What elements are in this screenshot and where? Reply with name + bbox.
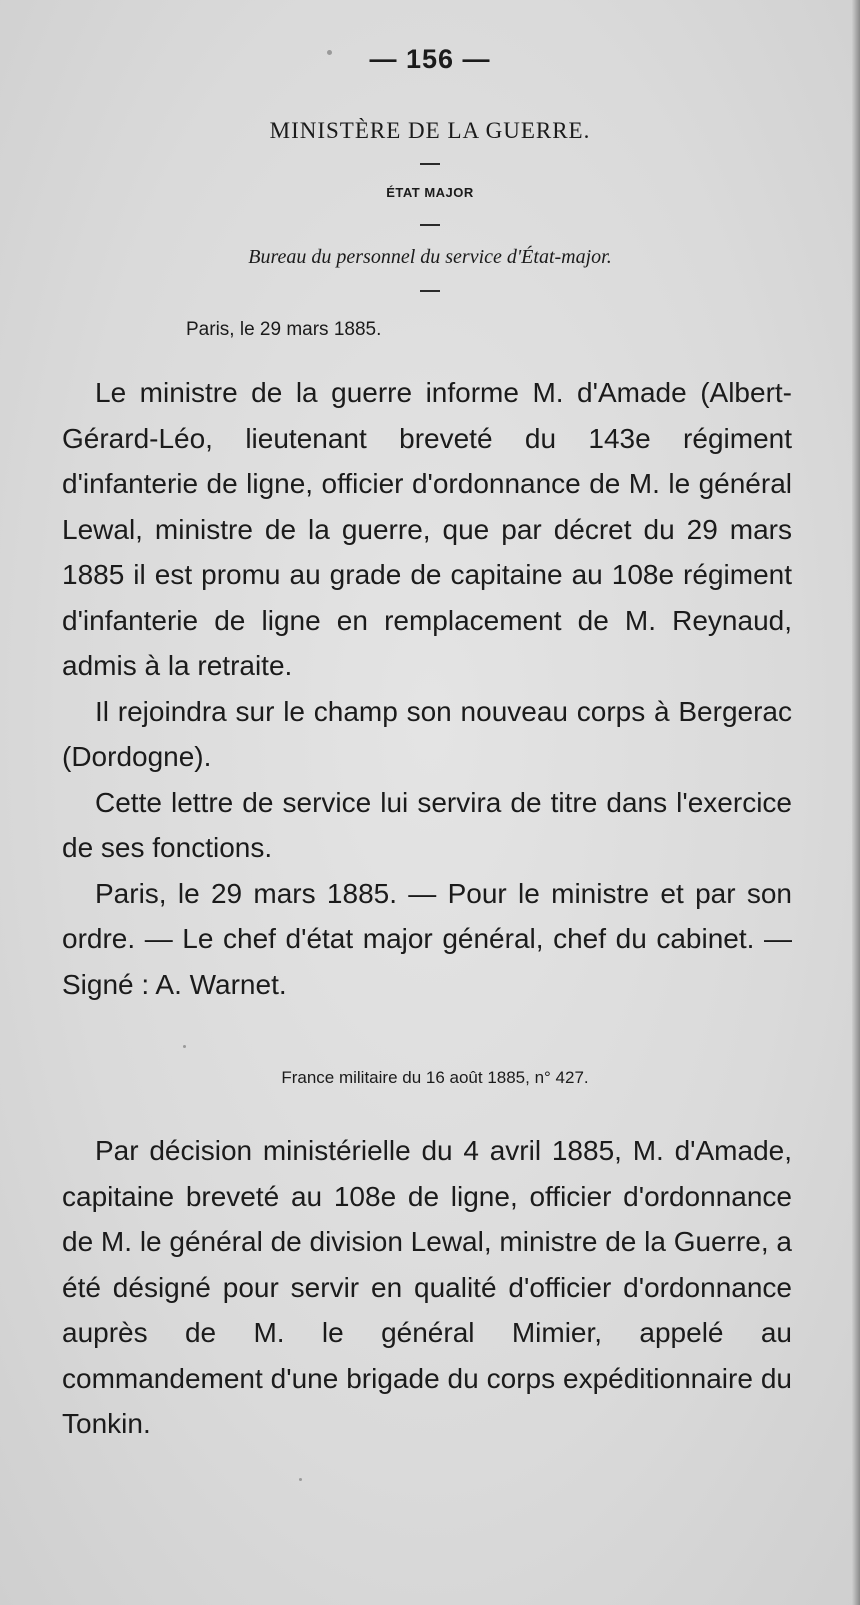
bureau-subheading: Bureau du personnel du service d'État-major. <box>248 246 612 268</box>
letter-paragraph: Cette lettre de service lui servira de titre dans l'exercice de ses fonctions. <box>62 786 792 863</box>
letter-date: Paris, le 29 mars 1885. <box>186 319 382 340</box>
separator-dash <box>420 224 440 226</box>
paper-speck <box>299 1478 302 1481</box>
letter-body <box>62 370 792 1007</box>
decision-body <box>62 1128 792 1447</box>
separator-dash <box>420 163 440 165</box>
etat-major-heading: ÉTAT MAJOR <box>386 185 474 200</box>
paper-speck <box>327 50 332 55</box>
decision-paragraph: Par décision ministérielle du 4 avril 1885, M. d'Amade, capitaine breveté au 108e de ligne, officier d'ordonnance de M. le général de division Lewal, ministre de la Guerre, a été désigné pour servir en qualité d'officier d'ordonnance auprès de M. le général Mimier, appelé au commandement d'une brigade du corps expéditionnaire du Tonkin. <box>62 1135 792 1439</box>
letter-paragraph: Paris, le 29 mars 1885. — Pour le ministre et par son ordre. — Le chef d'état major général, chef du cabinet. — Signé : A. Warnet. <box>62 877 792 1000</box>
ministry-heading: MINISTÈRE DE LA GUERRE. <box>269 118 591 143</box>
page-edge-shadow <box>852 0 860 1605</box>
separator-dash <box>420 290 440 292</box>
page-number: — 156 — <box>369 44 491 74</box>
paper-speck <box>183 1045 186 1048</box>
letter-paragraph: Le ministre de la guerre informe M. d'Amade (Albert-Gérard-Léo, lieutenant breveté du 143e régiment d'infanterie de ligne, officier d'ordonnance de M. le général Lewal, ministre de la guerre, que par décret du 29 mars 1885 il est promu au grade de capitaine au 108e régiment d'infanterie de ligne en remplacement de M. Reynaud, admis à la retraite. <box>62 377 792 681</box>
source-citation: France militaire du 16 août 1885, n° 427. <box>281 1068 589 1087</box>
letter-paragraph: Il rejoindra sur le champ son nouveau corps à Bergerac (Dordogne). <box>62 695 792 772</box>
